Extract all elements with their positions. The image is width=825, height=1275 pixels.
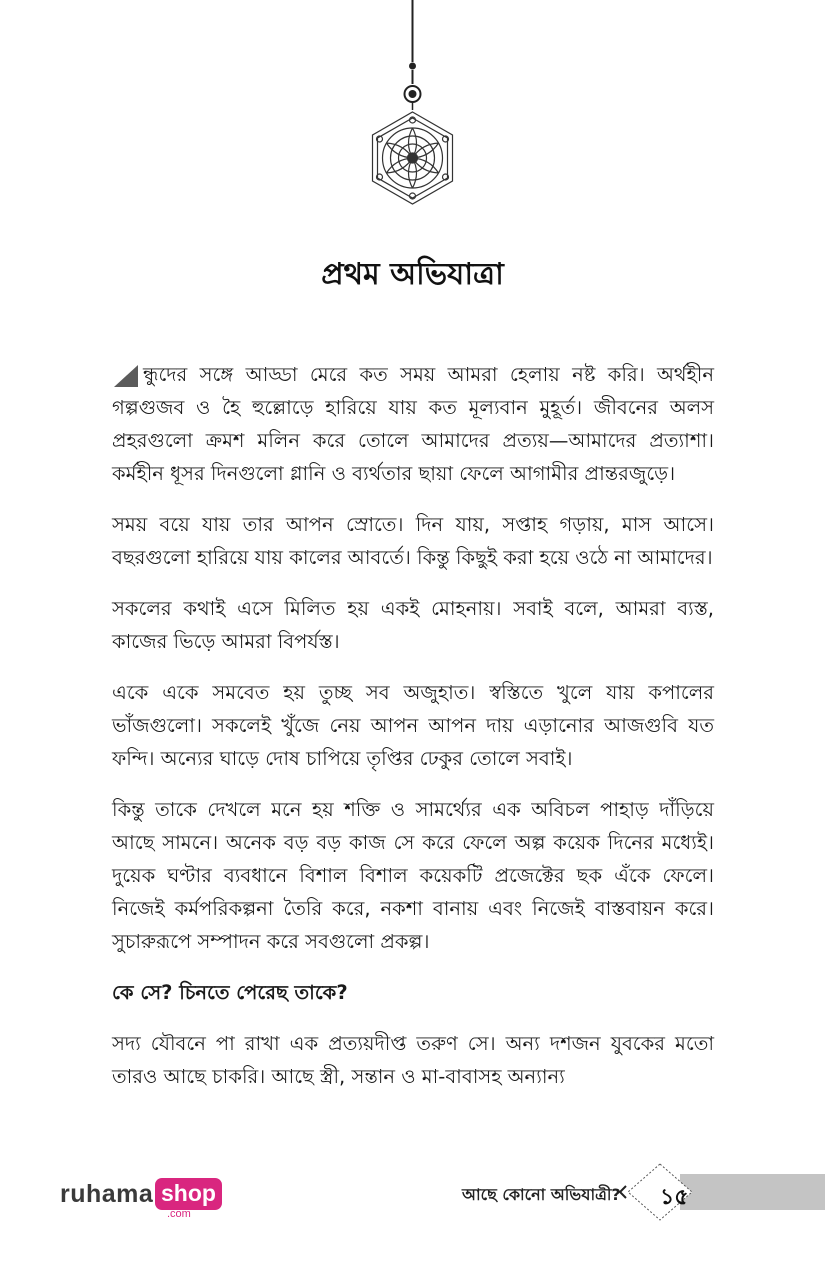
- chapter-title: প্রথম অভিযাত্রা: [321, 257, 504, 292]
- page-number: ১৫: [660, 1185, 689, 1210]
- paragraph: সদ্য যৌবনে পা রাখা এক প্রত্যয়দীপ্ত তরুণ সে। অন্য দশজন যুবকের মতো তারও আছে চাকরি। আছে স্ত্রী, সন্তান ও মা-বাবাসহ অন্যান্য: [112, 1032, 714, 1088]
- paragraph-text: ন্ধুদের সঙ্গে আড্ডা মেরে কত সময় আমরা হেলায় নষ্ট করি। অর্থহীন গল্পগুজব ও হৈ হুল্লোড়ে হারিয়ে যায় কত মূল্যবান মুহূর্ত। জীবনের অলস প্রহরগুলো ক্রমশ মলিন করে তোলে আমাদের প্রত্যয়—আমাদের প্রত্যাশা। কর্মহীন ধূসর দিনগুলো গ্লানি ও ব্যর্থতার ছায়া ফেলে আগামীর প্রান্তরজুড়ে।: [112, 363, 714, 485]
- ornament-icon: [355, 0, 470, 215]
- ruhamashop-logo: [60, 1174, 235, 1224]
- page-tab-icon: [610, 1160, 825, 1225]
- subheading: কে সে? চিনতে পেরেছ তাকে?: [112, 981, 348, 1004]
- running-title: আছে কোনো অভিযাত্রী?: [462, 1185, 621, 1204]
- logo-com-text: .com: [167, 1208, 191, 1220]
- logo-shop-text: shop: [155, 1178, 222, 1210]
- paragraph: সকলের কথাই এসে মিলিত হয় একই মোহনায়। সবাই বলে, আমরা ব্যস্ত, কাজের ভিড়ে আমরা বিপর্যস্ত।: [112, 597, 714, 653]
- paragraph: একে একে সমবেত হয় তুচ্ছ সব অজুহাত। স্বস্তিতে খুলে যায় কপালের ভাঁজগুলো। সকলেই খুঁজে নেয় আপন আপন দায় এড়ানোর আজগুবি যত ফন্দি। অন্যের ঘাড়ে দোষ চাপিয়ে তৃপ্তির ঢেকুর তোলে সবাই।: [112, 681, 714, 770]
- dropcap-icon: [112, 363, 140, 389]
- body-text: [112, 358, 714, 1111]
- logo-ruhama-text: ruhama: [60, 1180, 154, 1208]
- paragraph: সময় বয়ে যায় তার আপন স্রোতে। দিন যায়, সপ্তাহ গড়ায়, মাস আসে। বছরগুলো হারিয়ে যায় কালের আবর্তে। কিন্তু কিছুই করা হয়ে ওঠে না আমাদের।: [112, 513, 714, 569]
- paragraph: [112, 358, 714, 490]
- paragraph: কিন্তু তাকে দেখলে মনে হয় শক্তি ও সামর্থ্যের এক অবিচল পাহাড় দাঁড়িয়ে আছে সামনে। অনেক বড় বড় কাজ সে করে ফেলে অল্প কয়েক দিনের মধ্যেই। দুয়েক ঘণ্টার ব্যবধানে বিশাল বিশাল কয়েকটি প্রজেক্টের ছক এঁকে ফেলে। নিজেই কর্মপরিকল্পনা তৈরি করে, নকশা বানায় এবং নিজেই বাস্তবায়ন করে। সুচারুরূপে সম্পাদন করে সবগুলো প্রকল্প।: [112, 798, 714, 953]
